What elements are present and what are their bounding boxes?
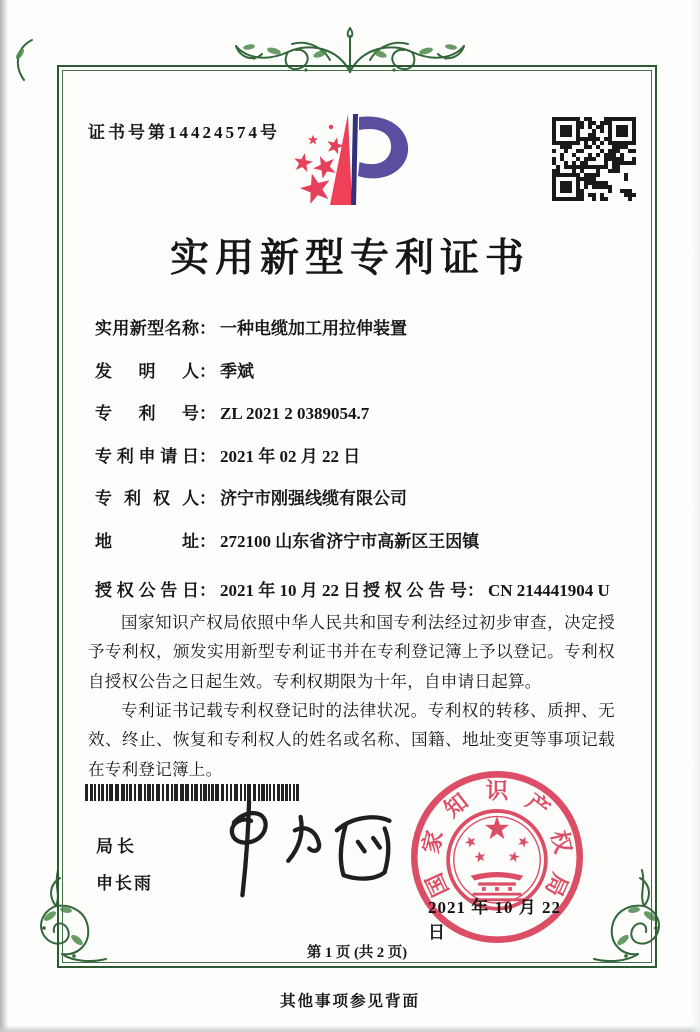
field-label: 地址 (95, 531, 199, 551)
field-row (95, 527, 615, 553)
field-colon: ： (199, 446, 216, 466)
field-value: 一种电缆加工用拉伸装置 (220, 319, 407, 338)
seal-char: 知 (439, 788, 473, 823)
field-label: 专利权人 (95, 489, 199, 508)
field-row (95, 442, 615, 468)
seal-char: 产 (521, 788, 555, 823)
field-value: ZL 2021 2 0389054.7 (220, 404, 370, 423)
director-name: 申长雨 (96, 874, 153, 893)
field-value: CN 214441904 U (488, 581, 610, 600)
field-colon: ： (199, 531, 216, 551)
field-value: 季斌 (220, 361, 254, 381)
page-indicator: 第 1 页 (共 2 页) (306, 945, 408, 961)
field-value: 2021 年 02 月 22 日 (220, 446, 361, 466)
field-row (95, 399, 615, 425)
field-value: 济宁市刚强线缆有限公司 (220, 489, 407, 508)
field-colon: ： (199, 361, 216, 381)
field-colon: ： (467, 581, 484, 600)
field-label: 专利号 (95, 404, 199, 423)
legal-paragraph: 专利证书记载专利权登记时的法律状况。专利权的转移、质押、无效、终止、恢复和专利权人的姓名或名称、国籍、地址变更等事项记载在专利登记簿上。 (88, 701, 615, 779)
seal-char: 识 (485, 778, 509, 804)
certificate-number: 证书号第14424574号 (88, 123, 280, 142)
sprig-ornament (6, 38, 36, 82)
seal-char: 国 (421, 869, 454, 901)
field-row (95, 484, 615, 510)
seal-char: 家 (418, 828, 448, 856)
grant-number-pair (363, 576, 610, 601)
seal-date: 2021 年 10 月 22 日 (428, 898, 561, 942)
cnipa-patent-logo-icon (282, 110, 422, 212)
field-value: 2021 年 10 月 22 日 (220, 581, 361, 600)
field-row (95, 314, 615, 340)
director-title: 局长 (96, 837, 138, 856)
field-label: 授权公告日 (95, 581, 199, 600)
field-colon: ： (199, 319, 216, 338)
field-colon: ： (199, 581, 216, 600)
grant-row (95, 576, 655, 601)
field-label: 实用新型名称 (95, 319, 199, 338)
legal-paragraph: 国家知识产权局依照中华人民共和国专利法经过初步审查，决定授予专利权，颁发实用新型专利证书并在专利登记簿上予以登记。专利权自授权公告之日起生效。专利权期限为十年，自申请日起算。 (88, 613, 615, 691)
field-label: 发明人 (95, 361, 199, 381)
scan-edge-right (691, 0, 700, 1032)
field-colon: ： (199, 489, 216, 508)
field-value: 272100 山东省济宁市高新区王因镇 (220, 531, 480, 551)
seal-char: 权 (546, 828, 576, 856)
back-note: 其他事项参见背面 (279, 993, 420, 1010)
scan-edge-bottom (0, 1025, 700, 1032)
director-signature-handwriting (188, 796, 398, 901)
field-list (95, 314, 615, 569)
qr-code (552, 117, 636, 201)
seal-char: 局 (540, 869, 573, 901)
page-title: 实用新型专利证书 (169, 237, 530, 280)
field-row (95, 357, 615, 383)
field-label: 授权公告号 (363, 581, 467, 600)
field-colon: ： (199, 404, 216, 423)
legal-text (88, 608, 615, 784)
grant-date-pair (95, 581, 360, 600)
scan-edge-left (0, 0, 8, 1032)
field-label: 专利申请日 (95, 446, 199, 466)
